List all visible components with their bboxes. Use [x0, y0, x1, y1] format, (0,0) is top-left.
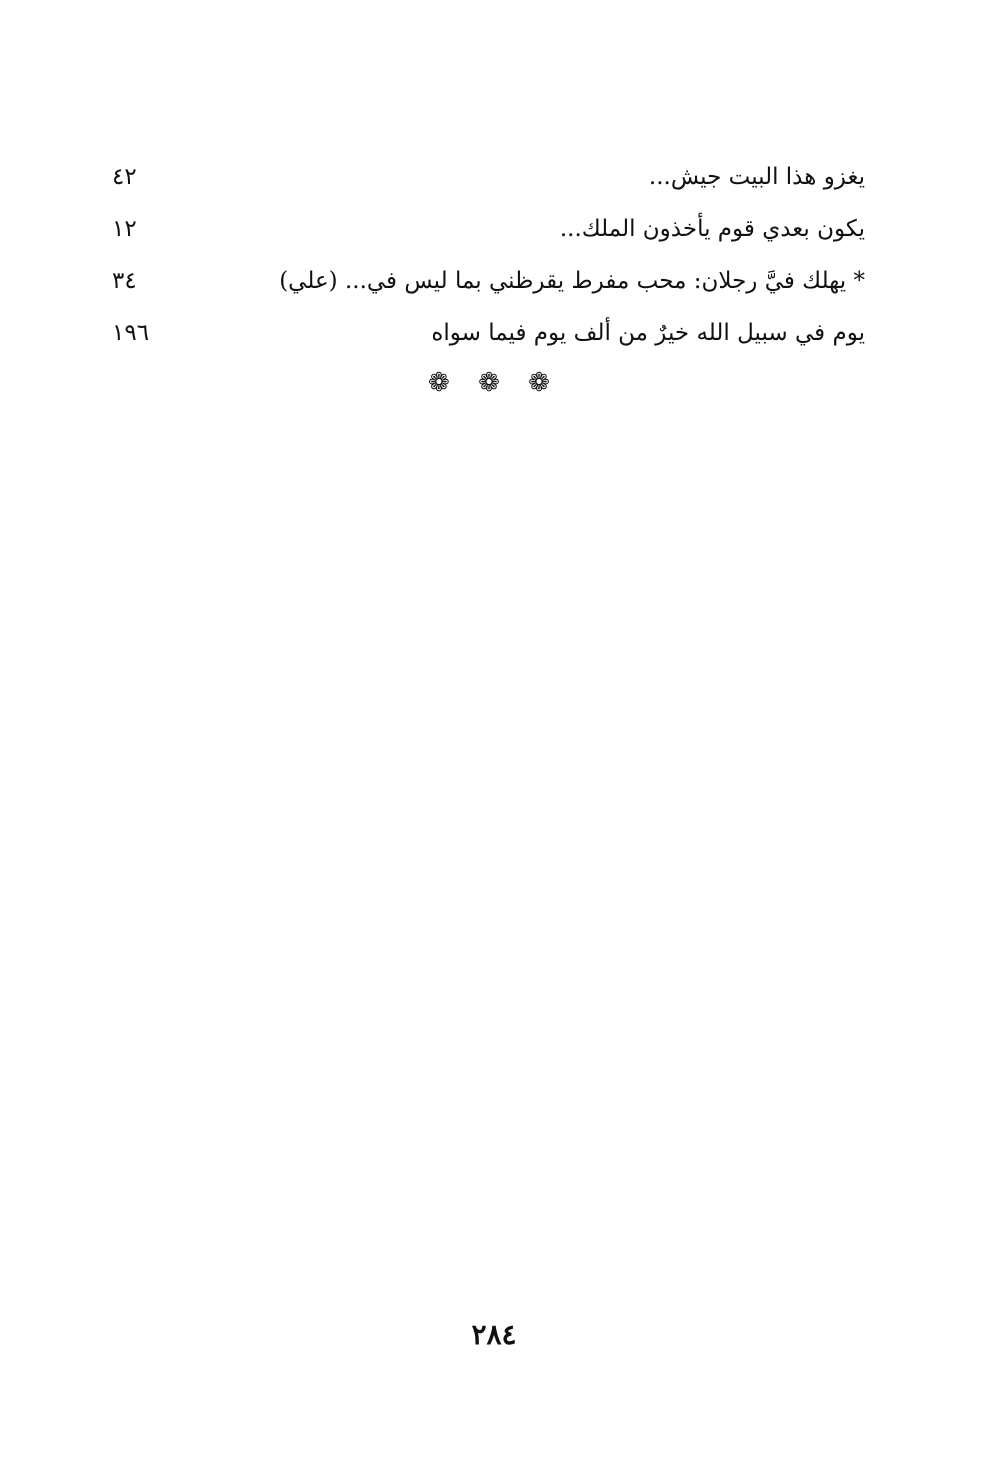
page-number: ٢٨٤ — [471, 1318, 517, 1351]
entry-text: * يهلك فيَّ رجلان: محب مفرط يقرظني بما ليس في... (علي) — [279, 268, 865, 294]
page-reference: ١٩٦ — [112, 320, 150, 346]
index-entry — [100, 160, 865, 212]
page-reference: ٤٢ — [112, 164, 137, 190]
entry-text: يكون بعدي قوم يأخذون الملك... — [559, 216, 865, 242]
page-reference: ١٢ — [112, 216, 137, 242]
entry-text: يوم في سبيل الله خيرٌ من ألف يوم فيما سواه — [431, 320, 865, 346]
entry-text: يغزو هذا البيت جيش... — [648, 164, 865, 190]
index-entry — [100, 212, 865, 264]
section-end-ornament: ❁ ❁ ❁ — [428, 368, 560, 398]
index-entry — [100, 264, 865, 316]
page-reference: ٣٤ — [112, 268, 137, 294]
index-entry — [100, 316, 865, 368]
index-list — [100, 160, 865, 368]
